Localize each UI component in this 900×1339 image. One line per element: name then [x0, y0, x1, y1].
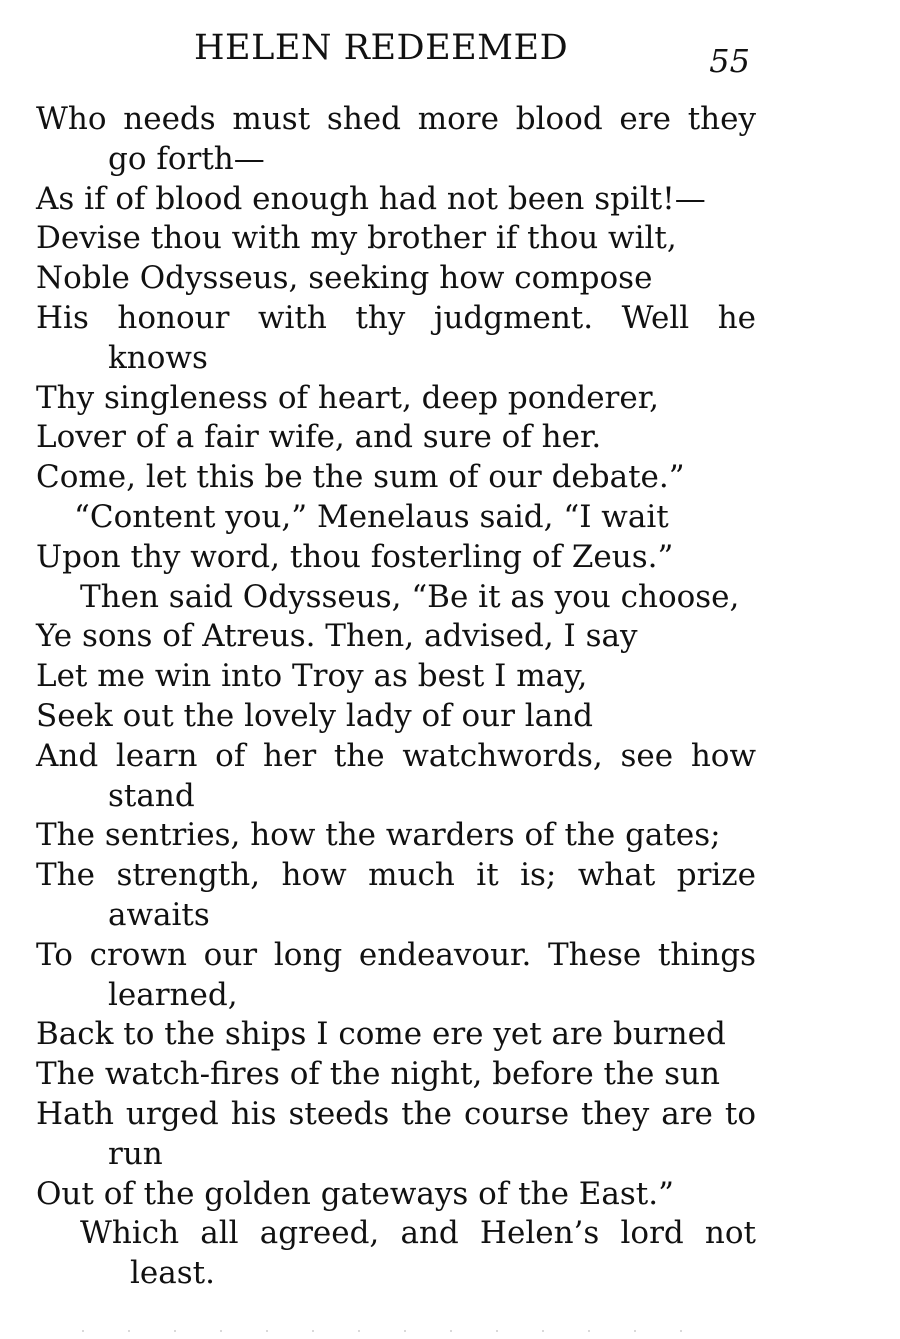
poem-line: run: [108, 1135, 163, 1172]
poem-line: Out of the golden gateways of the East.”: [36, 1175, 674, 1212]
poem-line: Devise thou with my brother if thou wilt,: [36, 220, 677, 257]
poem-line: Ye sons of Atreus. Then, advised, I say: [36, 618, 638, 655]
poem-line: Who needs must shed more blood ere they: [36, 101, 756, 137]
poem-line: go forth—: [108, 140, 265, 177]
poem-line: The strength, how much it is; what prize: [36, 857, 756, 894]
poem-line: “Content you,” Menelaus said, “I wait: [74, 498, 669, 535]
poem-line: Let me win into Troy as best I may,: [36, 658, 588, 695]
poem-line: least.: [130, 1255, 215, 1292]
poem-line: Back to the ships I come ere yet are burned: [36, 1016, 726, 1053]
poem-line: Thy singleness of heart, deep ponderer,: [36, 379, 659, 416]
poem-line: And learn of her the watchwords, see how: [36, 737, 756, 774]
page-header: [36, 28, 756, 78]
poem-line: awaits: [108, 896, 210, 933]
poem-line: Noble Odysseus, seeking how compose: [36, 260, 653, 297]
poem-line: Come, let this be the sum of our debate.”: [36, 459, 685, 496]
running-title: HELEN REDEEMED: [194, 28, 569, 68]
poem-line: Then said Odysseus, “Be it as you choose,: [80, 578, 740, 615]
poem-line: Upon thy word, thou fosterling of Zeus.”: [36, 538, 674, 575]
page-number: 55: [709, 42, 750, 80]
poem-text: [36, 100, 756, 1294]
poem-line: stand: [108, 777, 195, 814]
poem-line: Which all agreed, and Helen’s lord not: [80, 1215, 756, 1252]
poem-line: As if of blood enough had not been spilt!—: [36, 180, 706, 217]
page-footer-specks: [60, 1330, 700, 1332]
poem-line: The sentries, how the warders of the gates;: [36, 817, 721, 854]
poem-line: Seek out the lovely lady of our land: [36, 697, 593, 734]
poem-line: Hath urged his steeds the course they are to: [36, 1095, 756, 1132]
poem-line: Lover of a fair wife, and sure of her.: [36, 419, 602, 456]
poem-line: knows: [108, 339, 208, 376]
poem-line: His honour with thy judgment. Well he: [36, 299, 756, 336]
poem-line: To crown our long endeavour. These things: [36, 936, 756, 973]
poem-line: The watch-fires of the night, before the sun: [36, 1056, 720, 1093]
poem-line: learned,: [108, 976, 238, 1013]
